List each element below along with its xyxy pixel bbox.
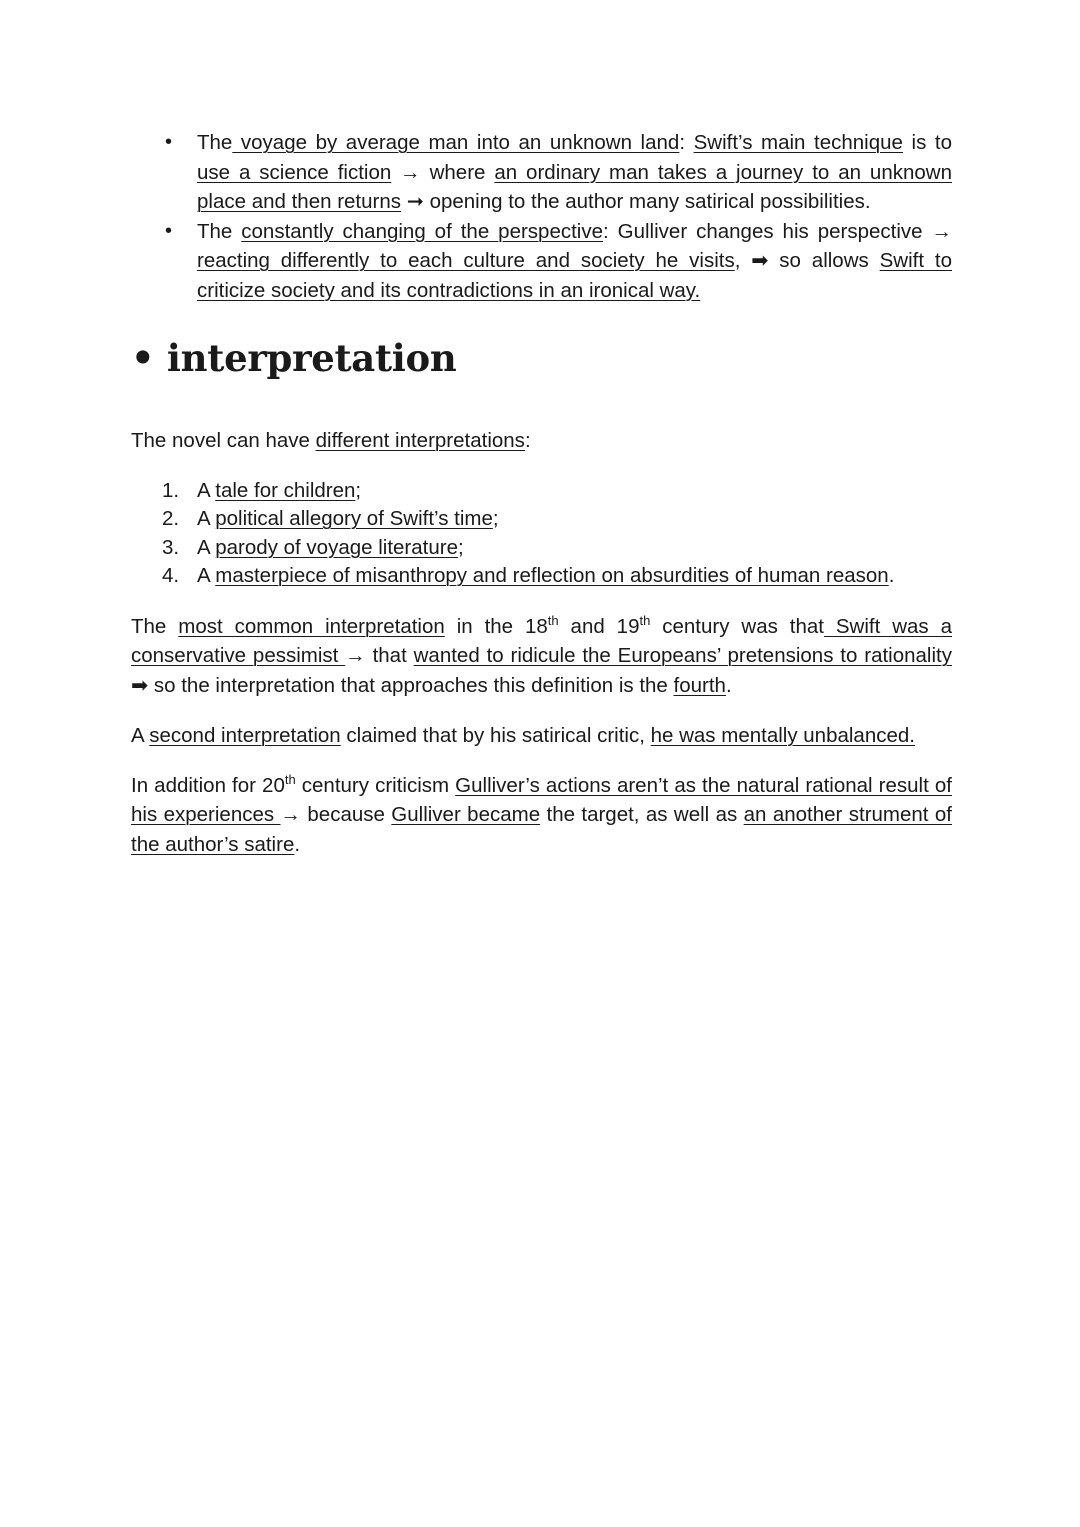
text-fragment: A (197, 535, 216, 559)
text-fragment: A (197, 478, 216, 502)
list-number: 1. (162, 478, 180, 502)
interpretation-item (131, 562, 952, 591)
underlined-text: most common interpretation (178, 614, 445, 638)
interpretations-list (131, 477, 952, 591)
text-fragment: → that (345, 644, 414, 667)
underlined-text: Swift to criticize society and its contradictions in an ironical way. (197, 249, 952, 302)
page-content (131, 128, 952, 859)
text-fragment: The (131, 614, 179, 638)
underlined-text: fourth (673, 673, 726, 697)
underlined-text: constantly changing of the perspective (241, 219, 604, 243)
text-fragment: is to (902, 131, 952, 154)
text-fragment: century criticism (295, 773, 456, 797)
text-fragment: A (131, 724, 150, 747)
second-interpretation-paragraph (131, 721, 952, 751)
list-number: 3. (162, 535, 180, 559)
bullet-perspective (131, 217, 952, 306)
text-fragment: , ➡ so allows (734, 249, 880, 272)
text-fragment: A (197, 564, 216, 587)
text-fragment: : Gulliver changes his perspective → (603, 219, 952, 243)
underlined-text: Swift’s main technique (693, 131, 903, 154)
common-interpretation-paragraph (131, 612, 952, 701)
underlined-text: different interpretations (315, 429, 525, 452)
text-fragment: century was that (650, 614, 824, 638)
text-fragment: . (294, 832, 301, 856)
underlined-text: voyage by average man into an unknown land (232, 131, 680, 154)
text-fragment: The (197, 131, 233, 154)
underlined-text: second interpretation (149, 724, 341, 747)
text-fragment: ➞ opening to the author many satirical possibilities. (401, 190, 871, 213)
underlined-text: parody of voyage literature (215, 535, 458, 559)
underlined-text: masterpiece of misanthropy and reflection on absurdities of human reason (215, 564, 889, 587)
twentieth-century-paragraph (131, 771, 952, 860)
text-fragment: In addition for 20 (131, 773, 285, 797)
list-number: 4. (162, 564, 180, 587)
interpretation-item (131, 477, 952, 506)
text-fragment: ; (457, 535, 464, 559)
section-heading: • interpretation (131, 336, 457, 380)
text-fragment: . (888, 564, 895, 587)
text-fragment: The (197, 219, 242, 243)
technique-bullet-list (131, 128, 952, 305)
text-fragment: : (524, 429, 531, 452)
text-fragment: and 19 (558, 614, 640, 638)
underlined-text: Gulliver became (391, 803, 541, 826)
text-fragment: : (679, 131, 694, 154)
text-fragment: The novel can have (131, 429, 316, 452)
list-number: 2. (162, 507, 180, 530)
text-fragment: ; (355, 478, 362, 502)
underlined-text: reacting differently to each culture and society he visits (197, 249, 735, 272)
underlined-text: wanted to ridicule the Europeans’ pretensions to rationality (413, 644, 952, 667)
underlined-text: an ordinary man takes a journey to an unknown place and then returns (197, 160, 952, 213)
text-fragment: claimed that by his satirical critic, (340, 724, 651, 747)
underlined-text: an another strument of the author’s satire (131, 803, 952, 856)
underlined-text: he was mentally unbalanced. (650, 724, 915, 747)
interpretation-item (131, 505, 952, 534)
text-fragment: → because (280, 803, 392, 826)
intro-paragraph (131, 426, 952, 456)
underlined-text: political allegory of Swift’s time (215, 507, 493, 530)
underlined-text: tale for children (215, 478, 356, 502)
text-fragment: → where (391, 160, 495, 184)
superscript: th (639, 612, 651, 628)
bullet-voyage (131, 128, 952, 217)
interpretation-item (131, 534, 952, 563)
text-fragment: ; (492, 507, 499, 530)
superscript: th (284, 771, 296, 787)
text-fragment: the target, as well as (540, 803, 744, 826)
superscript: th (547, 612, 559, 628)
underlined-text: use a science fiction (197, 160, 392, 184)
text-fragment: A (197, 507, 216, 530)
text-fragment: in the 18 (444, 614, 548, 638)
underlined-text: Gulliver’s actions aren’t as the natural rational result of his experiences (131, 773, 952, 826)
text-fragment: . (725, 673, 732, 697)
text-fragment: ➡ so the interpretation that approaches this definition is the (131, 673, 674, 697)
underlined-text: Swift was a conservative pessimist (131, 614, 953, 667)
